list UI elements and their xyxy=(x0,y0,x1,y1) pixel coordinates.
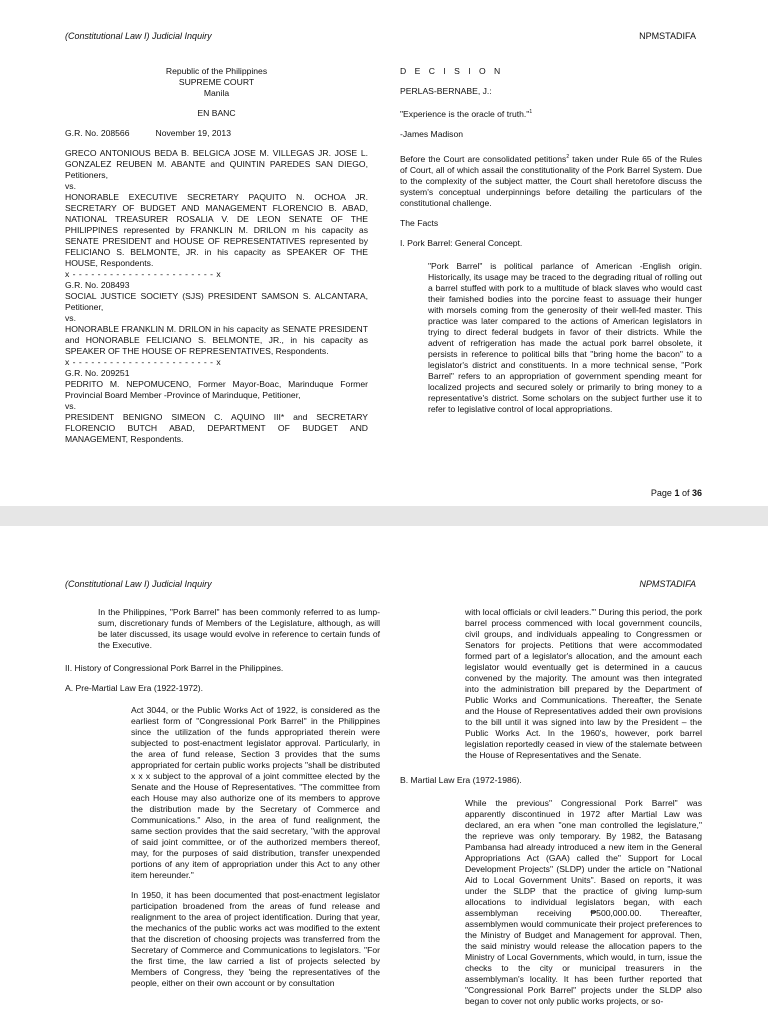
case-number-3: G.R. No. 209251 xyxy=(65,368,130,378)
page-total: 36 xyxy=(691,488,702,498)
footnote-ref: 1 xyxy=(529,109,533,116)
footnote-ref: 2 xyxy=(566,154,570,161)
petitioners-2: SOCIAL JUSTICE SOCIETY (SJS) PRESIDENT SAMSON S. ALCANTARA, Petitioner, xyxy=(65,291,368,312)
caption-line-3: Manila xyxy=(203,88,230,98)
page-label: Page xyxy=(650,488,675,498)
running-header-right: NPMSTADIFA xyxy=(639,31,696,41)
page-current: 1 xyxy=(674,488,680,498)
case-number-1: G.R. No. 208566 xyxy=(65,128,130,138)
section-heading-a: A. Pre-Martial Law Era (1922-1972). xyxy=(65,683,204,693)
case-number-2: G.R. No. 208493 xyxy=(65,280,130,290)
continuation-paragraph: with local officials or civil leaders.'" During this period, the pork barrel process commenced with local government councils, civil groups, and individuals appealing to Congressmen or Senators for projects. Petitions that were accommodated formed part of a legislator's allocation, and the amount each legislator would eventually get is determined in a caucus convened by the majority. The amount was then integrated into the administration bill prepared by the Department of Public Works and Communications. Thereafter, the Senate and the House of Representatives added their own provisions to the bill until it was signed into law by the President – the Public Works Act. In the 1960's, however, pork barrel legislation reportedly ceased in view of the stalemate between the House of Representatives and the Senate. xyxy=(465,607,702,760)
running-header-right: NPMSTADIFA xyxy=(639,579,696,589)
petitioners-1: GRECO ANTONIOUS BEDA B. BELGICA JOSE M. VILLEGAS JR. JOSE L. GONZALEZ REUBEN M. ABANTE and QUINTIN PAREDES SAN DIEGO, Petitioners, xyxy=(65,148,368,180)
martial-law-paragraph: While the previous" Congressional Pork Barrel" was apparently discontinued in 1972 after Martial Law was declared, an era when "one man controlled the legislature," the reprieve was only temporary. By 1982, the Batasang Pambansa had already introduced a new item in the General Appropriations Act (GAA) called the" Support for Local Development Projects" (SLDP) under the article on "National Aid to Local Government Units". Based on reports, it was under the SLDP that the practice of giving lump-sum allocations to individual legislators began, with each assemblyman receiving ₱500,000.00. Thereafter, assemblymen would communicate their project preferences to the Ministry of Budget and Management for approval. Then, the said ministry would release the allocation papers to the Ministry of Local Governments, which would, in turn, issue the checks to the city or municipal treasurers in the assemblyman's locality. It has been further reported that "Congressional Pork Barrel" projects under the SLDP also began to cover not only public works projects, or so- xyxy=(465,798,702,1006)
act-3044-paragraph: Act 3044, or the Public Works Act of 1922, is considered as the earliest form of "Congressional Pork Barrel" in the Philippines since the utilization of the funds appropriated therein were subjected to post-enactment legislator approval. Particularly, in the area of fund release, Section 3 provides that the sums appropriated for certain public works projects "shall be distributed x x x subject to the approval of a joint committee elected by the Senate and the House of Representatives. "The committee from each House may also authorize one of its members to approve the distribution made by the Secretary of Commerce and Communications." Also, in the area of fund realignment, the same section provides that the said secretary, "with the approval of said joint committee, or of the authorized members thereof, may, for the purposes of said distribution, transfer unexpended portions of any item of appropriation under this Act to any other item hereunder." xyxy=(131,705,380,880)
page-of: of xyxy=(679,488,692,498)
ponente: PERLAS-BERNABE, J.: xyxy=(400,86,492,96)
intro-paragraph xyxy=(400,154,702,209)
running-header-left: (Constitutional Law I) Judicial Inquiry xyxy=(65,579,212,589)
running-header-left: (Constitutional Law I) Judicial Inquiry xyxy=(65,31,212,41)
left-column xyxy=(65,66,368,445)
year-1950-paragraph: In 1950, it has been documented that post-enactment legislator participation broadened from the areas of fund release and realignment to the area of project identification. During that year, the mechanics of the public works act was modified to the extent that the discretion of choosing projects was transferred from the Secretary of Commerce and Communications to legislators. "For the first time, the law carried a list of projects selected by Members of Congress, they 'being the representatives of the people, either on their own account or by consultation xyxy=(131,890,380,988)
epigraph-text: "Experience is the oracle of truth." xyxy=(400,109,530,119)
right-column xyxy=(400,607,702,1016)
intro-text-a: Before the Court are consolidated petitions xyxy=(400,154,567,164)
separator-1: x - - - - - - - - - - - - - - - - - - - - - - - x xyxy=(65,269,222,279)
intro-paragraph: In the Philippines, "Pork Barrel" has been commonly referred to as lump-sum, discretionary funds of Members of the Legislature, although, as will be later discussed, its usage would evolve in reference to certain funds of the Executive. xyxy=(98,607,380,650)
facts-heading: The Facts xyxy=(400,218,439,228)
document-page-2 xyxy=(0,526,768,1024)
decision-heading: D E C I S I O N xyxy=(400,66,504,76)
document-page-1 xyxy=(0,0,768,506)
right-column xyxy=(400,66,702,415)
left-column xyxy=(65,607,380,998)
section-heading-b: B. Martial Law Era (1972-1986). xyxy=(400,775,522,785)
respondents-3: PRESIDENT BENIGNO SIMEON C. AQUINO III* and SECRETARY FLORENCIO BUTCH ABAD, DEPARTMENT OF BUDGET AND MANAGEMENT, Respondents. xyxy=(65,412,368,444)
case-number-date xyxy=(65,128,368,139)
vs-label-1: vs. xyxy=(65,181,76,191)
section-heading-1: I. Pork Barrel: General Concept. xyxy=(400,238,523,248)
epigraph-author: -James Madison xyxy=(400,129,464,139)
intro-text-b: taken under Rule 65 of the Rules of Court, all of which assail the constitutionality of the Pork Barrel System. Due to the complexity of the subject matter, the Court shall heretofore discuss the system's conceptual underpinnings before detailing the particulars of the constitutional challenge. xyxy=(400,154,702,208)
epigraph-quote xyxy=(400,109,702,120)
separator-2: x - - - - - - - - - - - - - - - - - - - - - - - x xyxy=(65,357,222,367)
court-caption xyxy=(65,66,368,119)
caption-line-1: Republic of the Philippines xyxy=(165,66,268,76)
page-number xyxy=(651,488,702,498)
decision-date: November 19, 2013 xyxy=(155,128,231,138)
respondents-1: HONORABLE EXECUTIVE SECRETARY PAQUITO N. OCHOA JR. SECRETARY OF BUDGET AND MANAGEMENT FLORENCIO B. ABAD, NATIONAL TREASURER ROSALIA V. DE LEON SENATE OF THE PHILIPPINES represented by FRANKLIN M. DRILON m his capacity as SENATE PRESIDENT and HOUSE OF REPRESENTATIVES represented by FELICIANO S. BELMONTE, JR. in his capacity as SPEAKER OF THE HOUSE, Respondents. xyxy=(65,192,368,268)
en-banc-label: EN BANC xyxy=(197,108,236,118)
pork-barrel-paragraph: "Pork Barrel" is political parlance of American -English origin. Historically, its usage may be traced to the degrading ritual of rolling out a barrel stuffed with pork to a multitude of black slaves who would cast their famished bodies into the porcine feast to assuage their hunger with morsels coming from the generosity of their well-fed master. This practice was later compared to the actions of American legislators in trying to direct federal budgets in favor of their districts. While the advent of refrigeration has made the actual pork barrel obsolete, it persists in reference to political bills that "bring home the bacon" to a legislator's district and constituents. In a more technical sense, "Pork Barrel" refers to an appropriation of government spending meant for localized projects and secured solely or primarily to bring money to a representative's district. Some scholars on the subject further use it to refer to legislative control of local appropriations. xyxy=(428,261,702,414)
vs-label-3: vs. xyxy=(65,401,76,411)
section-heading-2: II. History of Congressional Pork Barrel in the Philippines. xyxy=(65,663,284,673)
vs-label-2: vs. xyxy=(65,313,76,323)
respondents-2: HONORABLE FRANKLIN M. DRILON in his capacity as SENATE PRESIDENT and HONORABLE FELICIANO S. BELMONTE, JR., in his capacity as SPEAKER OF THE HOUSE OF REPRESENTATIVES, Respondents. xyxy=(65,324,368,356)
petitioners-3: PEDRITO M. NEPOMUCENO, Former Mayor-Boac, Marinduque Former Provincial Board Member -Province of Marinduque, Petitioner, xyxy=(65,379,368,400)
caption-line-2: SUPREME COURT xyxy=(178,77,255,87)
